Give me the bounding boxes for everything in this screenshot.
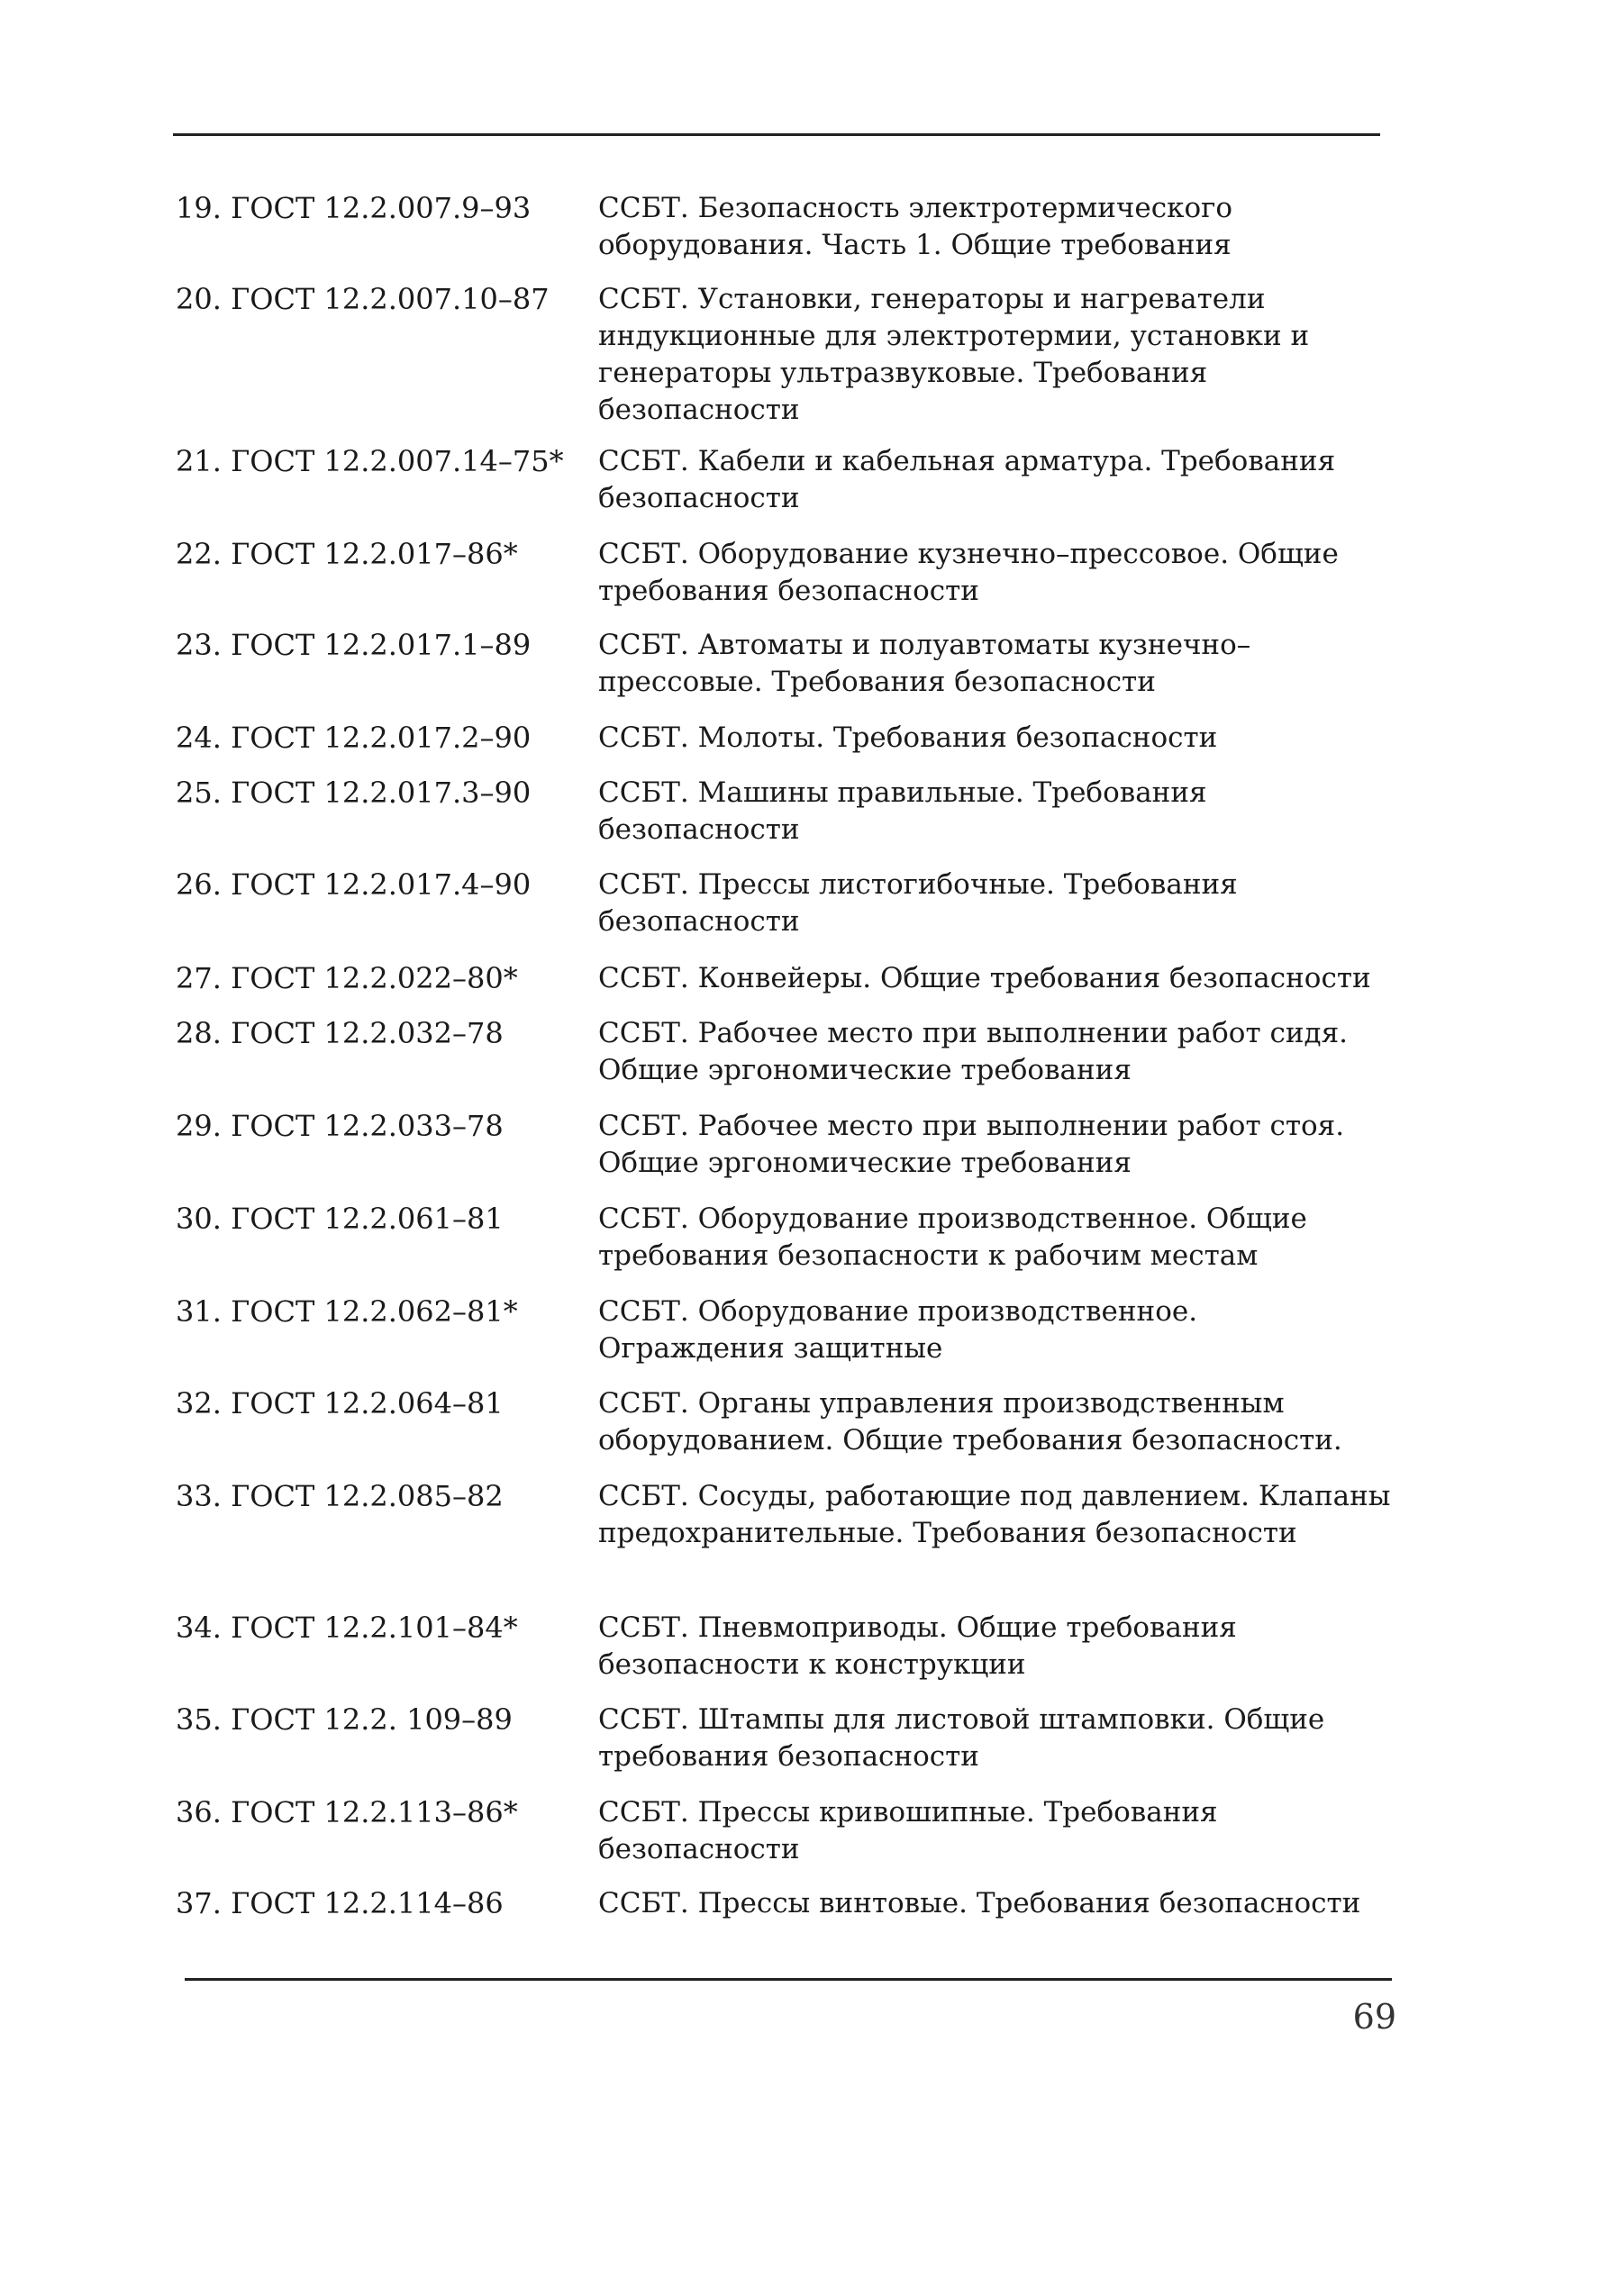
standard-title: ССБТ. Прессы кривошипные. Требования безопасности <box>598 1796 1218 1865</box>
standard-title: ССБТ. Пневмоприводы. Общие требования безопасности к конструкции <box>598 1611 1237 1681</box>
standard-reference: 34. ГОСТ 12.2.101–84* <box>176 1611 518 1645</box>
standard-title: ССБТ. Кабели и кабельная арматура. Требования безопасности <box>598 445 1336 514</box>
standard-reference: 22. ГОСТ 12.2.017–86* <box>176 537 518 571</box>
standard-title: ССБТ. Молоты. Требования безопасности <box>598 721 1218 754</box>
standard-title: ССБТ. Оборудование производственное. Общие требования безопасности к рабочим местам <box>598 1202 1307 1272</box>
standard-reference: 21. ГОСТ 12.2.007.14–75* <box>176 444 564 478</box>
standard-reference: 36. ГОСТ 12.2.113–86* <box>176 1795 518 1829</box>
standard-reference: 26. ГОСТ 12.2.017.4–90 <box>176 867 532 902</box>
standard-reference: 29. ГОСТ 12.2.033–78 <box>176 1109 504 1143</box>
standard-title: ССБТ. Установки, генераторы и нагреватели индукционные для электротермии, установки и генераторы ультразвуковые. Требования безопасности <box>598 283 1310 426</box>
standard-reference: 30. ГОСТ 12.2.061–81 <box>176 1202 504 1236</box>
standard-reference: 28. ГОСТ 12.2.032–78 <box>176 1016 504 1050</box>
standard-reference: 27. ГОСТ 12.2.022–80* <box>176 961 518 995</box>
bottom-rule <box>185 1978 1392 1981</box>
standard-reference: 33. ГОСТ 12.2.085–82 <box>176 1479 504 1513</box>
standard-title: ССБТ. Рабочее место при выполнении работ сидя. Общие эргономические требования <box>598 1017 1348 1086</box>
standard-reference: 20. ГОСТ 12.2.007.10–87 <box>176 282 550 316</box>
standard-title: ССБТ. Штампы для листовой штамповки. Общие требования безопасности <box>598 1703 1325 1773</box>
standard-reference: 35. ГОСТ 12.2. 109–89 <box>176 1702 513 1737</box>
standard-reference: 37. ГОСТ 12.2.114–86 <box>176 1886 504 1920</box>
standard-title: ССБТ. Автоматы и полуавтоматы кузнечно–прессовые. Требования безопасности <box>598 629 1251 698</box>
standard-reference: 32. ГОСТ 12.2.064–81 <box>176 1386 504 1420</box>
standard-title: ССБТ. Сосуды, работающие под давлением. Клапаны предохранительные. Требования безопасности <box>598 1480 1391 1549</box>
standard-title: ССБТ. Оборудование кузнечно–прессовое. Общие требования безопасности <box>598 538 1339 607</box>
standard-title: ССБТ. Органы управления производственным оборудованием. Общие требования безопасности. <box>598 1387 1342 1457</box>
standard-title: ССБТ. Рабочее место при выполнении работ стоя. Общие эргономические требования <box>598 1110 1345 1179</box>
top-rule <box>173 133 1380 136</box>
standard-title: ССБТ. Безопасность электротермического оборудования. Часть 1. Общие требования <box>598 192 1233 261</box>
standard-reference: 19. ГОСТ 12.2.007.9–93 <box>176 191 532 225</box>
standard-reference: 24. ГОСТ 12.2.017.2–90 <box>176 721 532 755</box>
standard-reference: 25. ГОСТ 12.2.017.3–90 <box>176 776 532 810</box>
page-number: 69 <box>1352 1997 1396 2037</box>
standard-reference: 23. ГОСТ 12.2.017.1–89 <box>176 628 532 662</box>
standard-title: ССБТ. Прессы листогибочные. Требования безопасности <box>598 868 1238 938</box>
standard-title: ССБТ. Оборудование производственное. Ограждения защитные <box>598 1295 1198 1365</box>
standard-reference: 31. ГОСТ 12.2.062–81* <box>176 1294 518 1329</box>
standard-title: ССБТ. Конвейеры. Общие требования безопасности <box>598 962 1371 994</box>
standard-title: ССБТ. Прессы винтовые. Требования безопасности <box>598 1887 1361 1919</box>
standard-title: ССБТ. Машины правильные. Требования безопасности <box>598 776 1207 846</box>
